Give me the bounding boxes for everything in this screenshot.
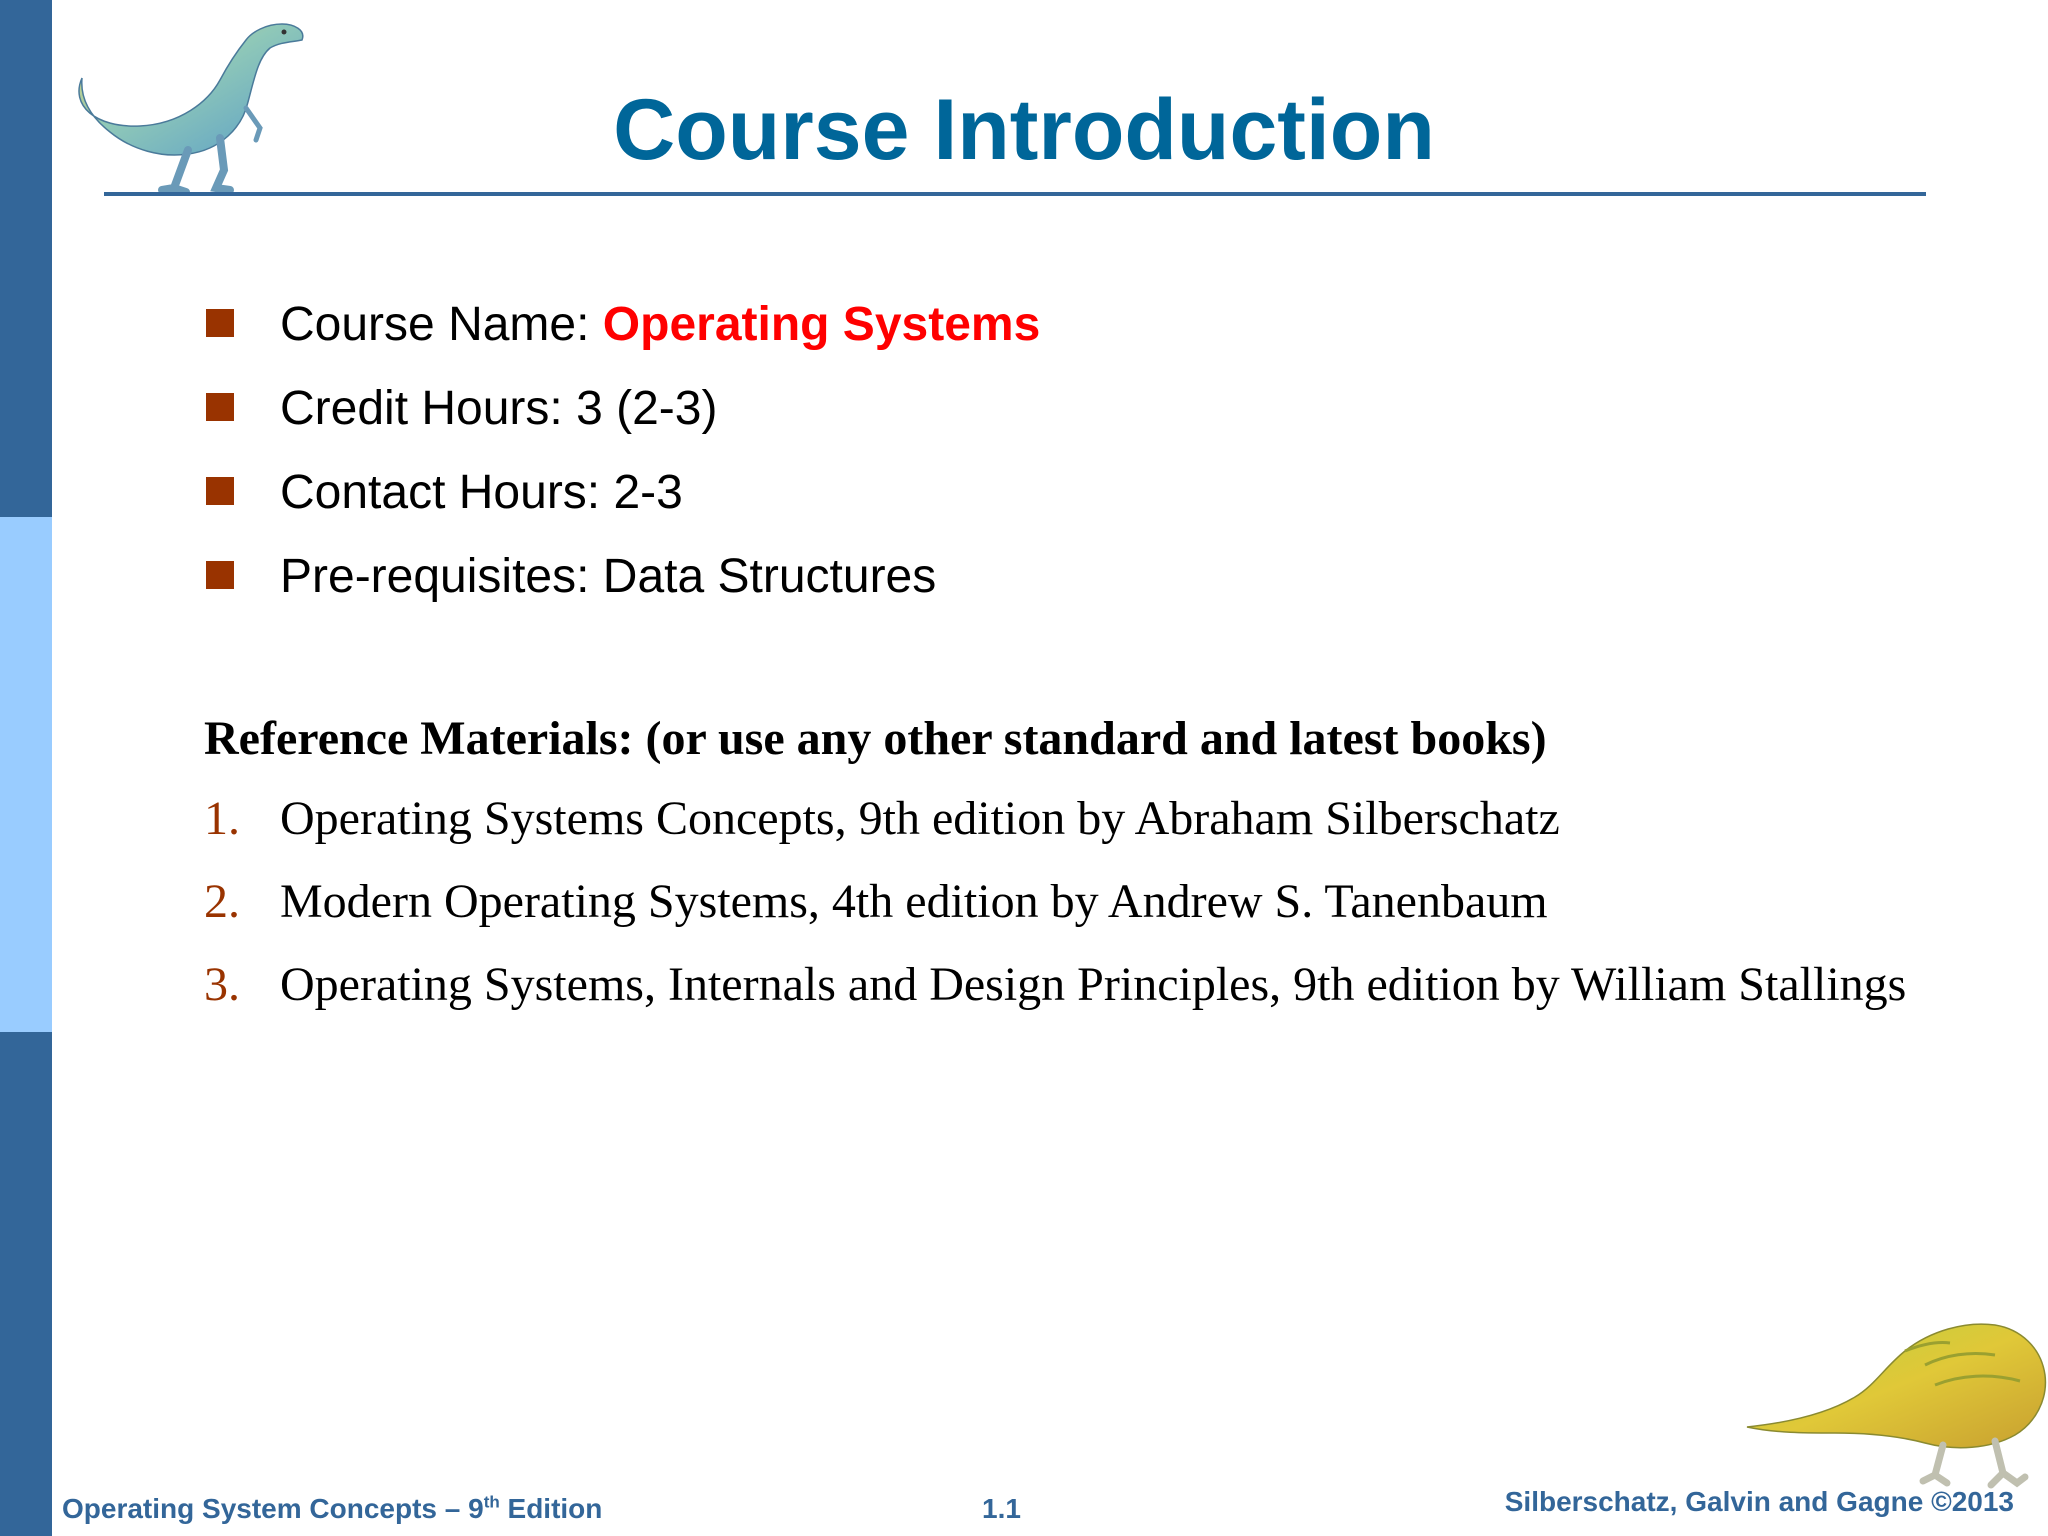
course-name-value: Operating Systems [602, 298, 1041, 351]
left-sidebar-highlight [0, 517, 52, 1032]
reference-number: 2. [204, 875, 240, 928]
reference-item [204, 871, 2020, 933]
reference-text: Operating Systems, Internals and Design Principles, 9th edition by William Stallings [280, 958, 1907, 1011]
reference-number: 1. [204, 792, 240, 845]
reference-materials-heading: Reference Materials: (or use any other standard and latest books) [204, 712, 1547, 765]
square-bullet-icon [206, 393, 234, 421]
reference-item [204, 788, 2020, 850]
bullet-text: Pre-requisites: Data Structures [280, 550, 937, 603]
footer-copyright: Silberschatz, Galvin and Gagne ©2013 [1504, 1486, 2014, 1517]
footer-title-prefix: Operating System Concepts – 9 [62, 1493, 484, 1524]
reference-number: 3. [204, 958, 240, 1011]
bullet-text [280, 283, 1040, 367]
reference-item [204, 954, 2020, 1016]
dinosaur-bottom-illustration [1745, 1305, 2048, 1495]
footer-book-title [62, 1493, 602, 1525]
bullet-text: Contact Hours: 2-3 [280, 466, 683, 519]
bullet-text: Credit Hours: 3 (2-3) [280, 382, 718, 435]
title-underline [104, 192, 1926, 196]
reference-text: Modern Operating Systems, 4th edition by Andrew S. Tanenbaum [280, 875, 1548, 928]
slide-number: 1.1 [982, 1493, 1021, 1524]
footer-title-suffix: Edition [499, 1493, 603, 1524]
reference-text: Operating Systems Concepts, 9th edition by Abraham Silberschatz [280, 792, 1560, 845]
course-name-label: Course Name: [280, 298, 603, 351]
square-bullet-icon [206, 309, 234, 337]
slide-title: Course Introduction [613, 82, 1435, 178]
square-bullet-icon [206, 477, 234, 505]
reference-list [204, 788, 2020, 1037]
footer-title-superscript: th [483, 1492, 500, 1512]
square-bullet-icon [206, 561, 234, 589]
